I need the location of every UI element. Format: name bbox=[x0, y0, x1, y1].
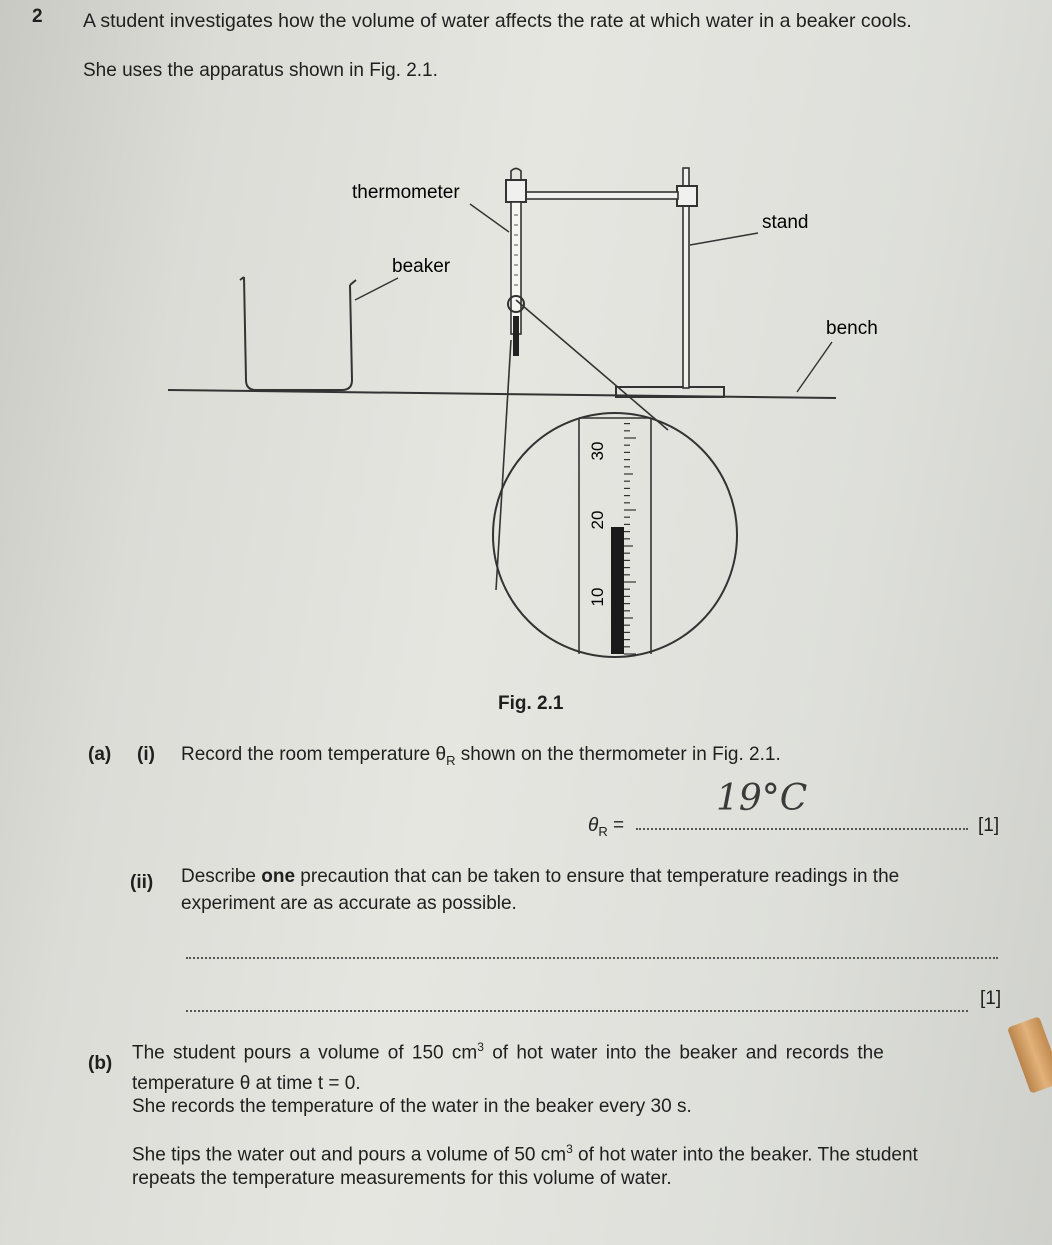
part-b-line5: repeats the temperature measurements for this volume of water. bbox=[132, 1168, 672, 1189]
part-a-i-label: (i) bbox=[137, 744, 155, 765]
part-a-ii-label: (ii) bbox=[130, 872, 154, 893]
answer-line-a-ii-2[interactable] bbox=[186, 1010, 968, 1012]
mark-a-i: [1] bbox=[978, 815, 1000, 836]
part-a-i-question: Record the room temperature $\theta_R$ shown on the thermometer in Fig. 2.1. bbox=[181, 744, 781, 768]
answer-line-a-i[interactable] bbox=[636, 828, 968, 830]
thermometer-leader bbox=[470, 204, 509, 232]
answer-line-a-ii-1[interactable] bbox=[186, 957, 998, 959]
label-thermometer: thermometer bbox=[352, 182, 460, 203]
mercury-column bbox=[611, 527, 624, 654]
part-b-line2: temperature θ at time t = 0. bbox=[132, 1073, 361, 1094]
question-intro-line1: A student investigates how the volume of water affects the rate at which water in a beaker cools. bbox=[83, 10, 912, 32]
question-intro-line2: She uses the apparatus shown in Fig. 2.1. bbox=[83, 60, 438, 81]
figure-caption: Fig. 2.1 bbox=[498, 693, 564, 714]
clamp-arm bbox=[522, 192, 678, 199]
label-bench: bench bbox=[826, 318, 878, 339]
pencil-tip bbox=[1007, 1016, 1052, 1093]
part-a-label: (a) bbox=[88, 744, 112, 765]
tick-label-30: 30 bbox=[588, 441, 607, 461]
part-b-line1: The student pours a volume of 150 $cm^3$ of hot water into the beaker and records the bbox=[132, 1040, 884, 1064]
mark-a-ii: [1] bbox=[980, 988, 1002, 1009]
part-b-line4: She tips the water out and pours a volume of 50 $cm^3$ of hot water into the beaker. The student bbox=[132, 1142, 918, 1166]
bench-leader bbox=[797, 342, 832, 392]
handwritten-answer: 19°C bbox=[716, 778, 808, 819]
question-number: 2 bbox=[32, 6, 43, 27]
part-a-ii-question: Describe one precaution that can be taken to ensure that temperature readings in the bbox=[181, 866, 900, 887]
tick-label-20: 20 bbox=[588, 510, 607, 530]
part-b-line3: She records the temperature of the water in the beaker every 30 s. bbox=[132, 1096, 692, 1117]
answer-theta-r: $\theta_R$ = bbox=[588, 815, 625, 839]
beaker-leader bbox=[355, 278, 398, 300]
scale-ticks bbox=[624, 424, 636, 654]
label-stand: stand bbox=[762, 212, 809, 233]
part-a-ii-question-line2: experiment are as accurate as possible. bbox=[181, 893, 517, 914]
bench-surface bbox=[168, 390, 836, 398]
beaker-outline bbox=[244, 277, 352, 390]
tick-label-10: 10 bbox=[588, 587, 607, 607]
thermometer-body bbox=[511, 202, 521, 334]
stand-leader bbox=[690, 233, 758, 245]
label-beaker: beaker bbox=[392, 256, 451, 277]
part-b-label: (b) bbox=[88, 1053, 113, 1074]
